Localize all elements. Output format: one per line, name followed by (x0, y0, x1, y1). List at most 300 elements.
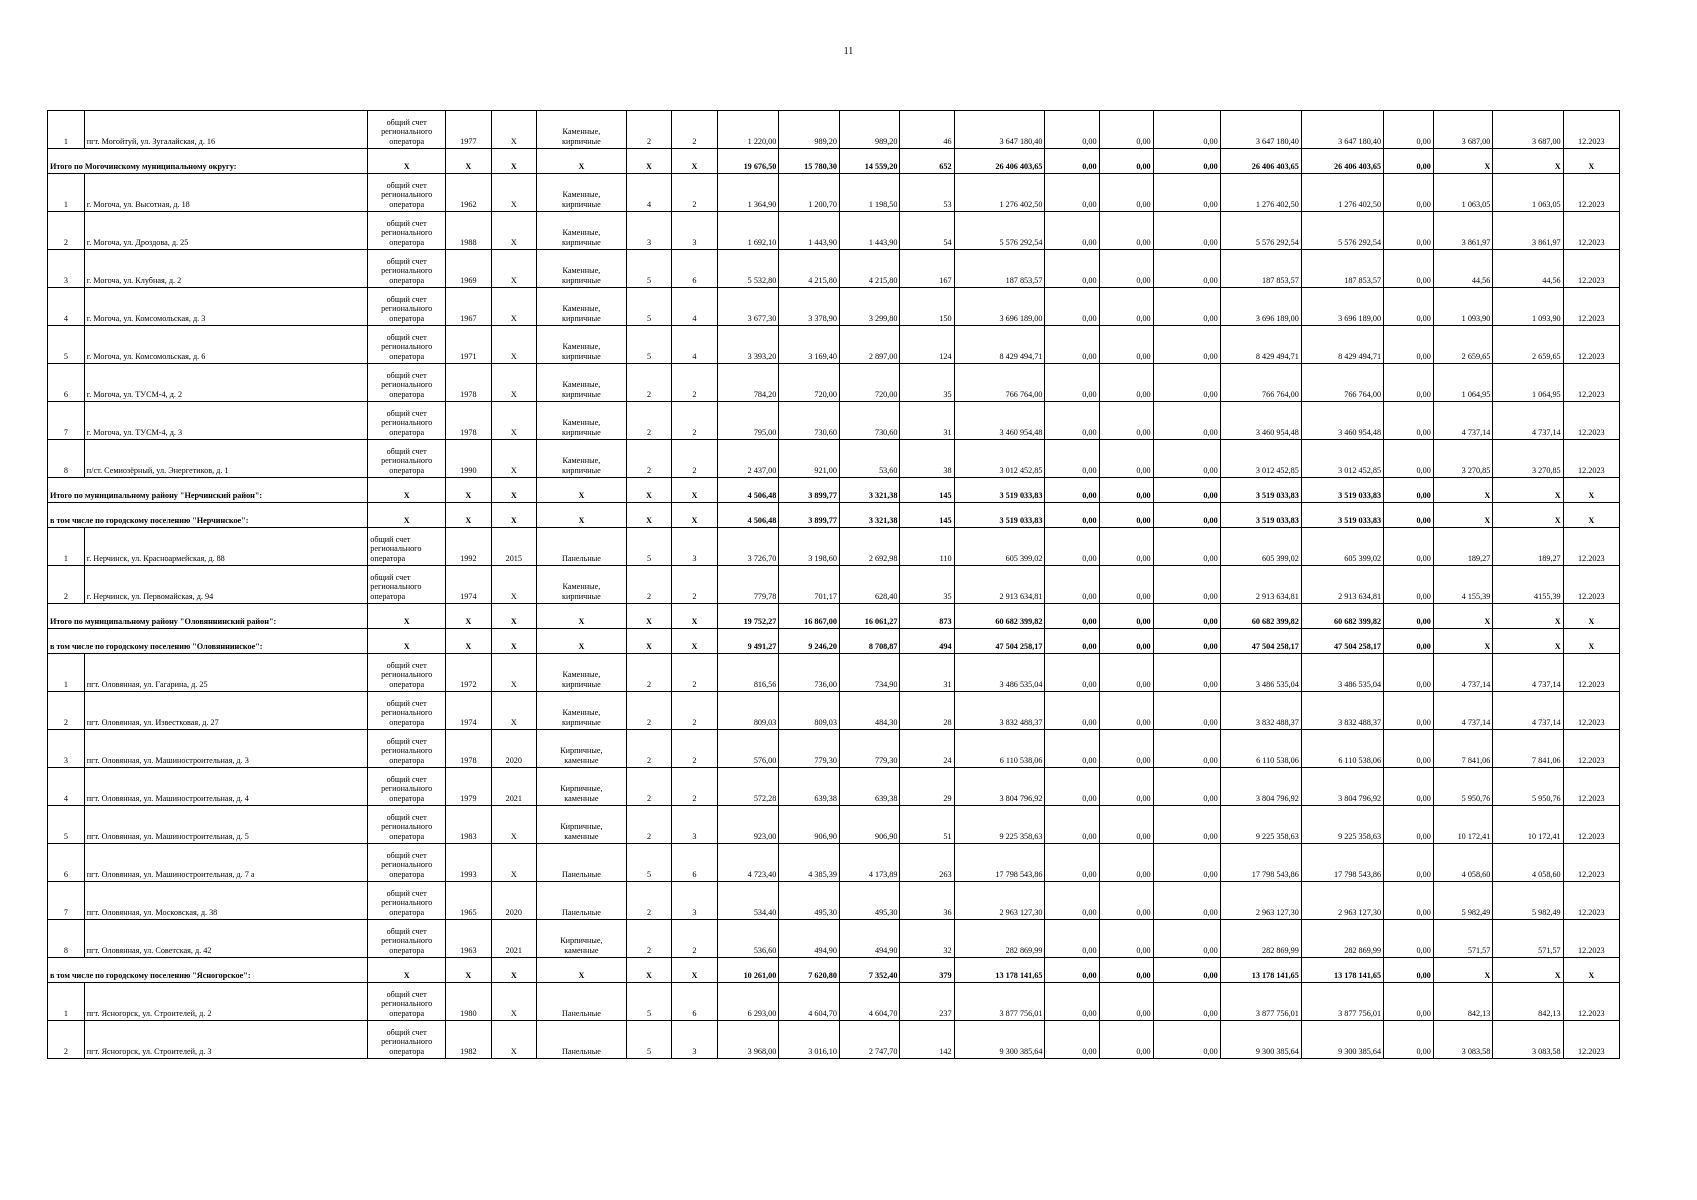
area-total: 4 506,48 (717, 478, 779, 503)
row-number: 1 (48, 111, 85, 149)
year-last-repair: Х (491, 983, 536, 1021)
account-type: Х (368, 149, 446, 174)
area-living: 1 443,90 (779, 212, 840, 250)
fund-owners-total: 17 798 543,86 (1301, 844, 1383, 882)
fund-local: 0,00 (1153, 174, 1220, 212)
residents-count: 379 (900, 958, 954, 983)
entrances-count: 2 (672, 174, 717, 212)
area-total: 816,56 (717, 654, 779, 692)
repair-cost-total: 282 869,99 (954, 920, 1045, 958)
fund-other: 0,00 (1384, 730, 1434, 768)
year-last-repair: 2021 (491, 920, 536, 958)
repair-cost-total: 3 877 756,01 (954, 983, 1045, 1021)
unit-cost: 2 659,65 (1433, 326, 1493, 364)
total-row (48, 149, 1620, 174)
table-row (48, 174, 1620, 212)
account-type: общий счет регионального оператора (368, 920, 446, 958)
completion-date: 12.2023 (1563, 326, 1619, 364)
fund-local: 0,00 (1153, 730, 1220, 768)
fund-federal: 0,00 (1045, 566, 1099, 604)
wall-material: Панельные (537, 844, 627, 882)
year-built: 1978 (446, 402, 491, 440)
area-residential: 3 321,38 (839, 478, 900, 503)
completion-date: 12.2023 (1563, 212, 1619, 250)
fund-other: 0,00 (1384, 882, 1434, 920)
total-row (48, 478, 1620, 503)
area-living: 7 620,80 (779, 958, 840, 983)
year-built: 1982 (446, 1021, 491, 1059)
fund-other: 0,00 (1384, 111, 1434, 149)
fund-owners: 6 110 538,06 (1220, 730, 1301, 768)
table-row (48, 440, 1620, 478)
address: г. Могоча, ул. Клубная, д. 2 (84, 250, 367, 288)
fund-other: 0,00 (1384, 1021, 1434, 1059)
residents-count: 237 (900, 983, 954, 1021)
entrances-count: 6 (672, 250, 717, 288)
address: пгт. Оловянная, ул. Машиностроительная, д. 5 (84, 806, 367, 844)
area-living: 4 604,70 (779, 983, 840, 1021)
entrances-count: 2 (672, 111, 717, 149)
residents-count: 32 (900, 920, 954, 958)
account-type: общий счет регионального оператора (368, 806, 446, 844)
fund-local: 0,00 (1153, 844, 1220, 882)
account-type: общий счет регионального оператора (368, 528, 446, 566)
fund-owners-total: 26 406 403,65 (1301, 149, 1383, 174)
floors-count: 5 (626, 1021, 671, 1059)
area-residential: 639,38 (839, 768, 900, 806)
fund-owners: 9 225 358,63 (1220, 806, 1301, 844)
fund-local: 0,00 (1153, 440, 1220, 478)
fund-federal: 0,00 (1045, 629, 1099, 654)
table-row (48, 692, 1620, 730)
area-residential: 4 604,70 (839, 983, 900, 1021)
account-type: общий счет регионального оператора (368, 844, 446, 882)
floors-count: 5 (626, 844, 671, 882)
unit-cost-limit: 5 950,76 (1493, 768, 1563, 806)
row-number: 2 (48, 692, 85, 730)
area-total: 3 726,70 (717, 528, 779, 566)
area-residential: 4 173,89 (839, 844, 900, 882)
fund-owners-total: 5 576 292,54 (1301, 212, 1383, 250)
page-number: 11 (843, 46, 854, 57)
year-last-repair: Х (491, 288, 536, 326)
residents-count: 31 (900, 654, 954, 692)
unit-cost: 4 155,39 (1433, 566, 1493, 604)
table-row (48, 111, 1620, 149)
year-built: 1983 (446, 806, 491, 844)
unit-cost: 1 064,95 (1433, 364, 1493, 402)
floors-count: 2 (626, 111, 671, 149)
fund-local: 0,00 (1153, 503, 1220, 528)
entrances-count: 3 (672, 1021, 717, 1059)
unit-cost: 4 058,60 (1433, 844, 1493, 882)
area-residential: 1 443,90 (839, 212, 900, 250)
fund-other: 0,00 (1384, 806, 1434, 844)
table-row (48, 806, 1620, 844)
unit-cost-limit: Х (1493, 503, 1563, 528)
unit-cost: Х (1433, 629, 1493, 654)
fund-owners-total: 3 460 954,48 (1301, 402, 1383, 440)
fund-regional: 0,00 (1099, 654, 1153, 692)
fund-owners-total: 9 225 358,63 (1301, 806, 1383, 844)
row-number: 2 (48, 212, 85, 250)
fund-owners: 17 798 543,86 (1220, 844, 1301, 882)
year-built: 1978 (446, 730, 491, 768)
address: пгт. Ясногорск, ул. Строителей, д. 3 (84, 1021, 367, 1059)
wall-material: Каменные, кирпичные (537, 440, 627, 478)
floors-count: 2 (626, 440, 671, 478)
area-living: 1 200,70 (779, 174, 840, 212)
repair-cost-total: 605 399,02 (954, 528, 1045, 566)
address: пгт. Оловянная, ул. Московская, д. 38 (84, 882, 367, 920)
floors-count: 2 (626, 768, 671, 806)
wall-material: Каменные, кирпичные (537, 174, 627, 212)
fund-regional: 0,00 (1099, 692, 1153, 730)
entrances-count: Х (672, 503, 717, 528)
fund-federal: 0,00 (1045, 920, 1099, 958)
completion-date: Х (1563, 604, 1619, 629)
address: г. Нерчинск, ул. Красноармейская, д. 88 (84, 528, 367, 566)
unit-cost-limit: Х (1493, 604, 1563, 629)
fund-owners: 3 460 954,48 (1220, 402, 1301, 440)
wall-material: Кирпичные, каменные (537, 768, 627, 806)
floors-count: 5 (626, 983, 671, 1021)
fund-federal: 0,00 (1045, 983, 1099, 1021)
fund-owners-total: 605 399,02 (1301, 528, 1383, 566)
wall-material: Х (537, 149, 627, 174)
unit-cost-limit: 3 687,00 (1493, 111, 1563, 149)
area-total: 3 677,30 (717, 288, 779, 326)
fund-owners: 3 519 033,83 (1220, 503, 1301, 528)
total-label: в том числе по городскому поселению "Нерчинское": (48, 503, 368, 528)
entrances-count: 2 (672, 654, 717, 692)
row-number: 7 (48, 402, 85, 440)
area-living: 4 385,39 (779, 844, 840, 882)
area-residential: 8 708,87 (839, 629, 900, 654)
area-residential: 53,60 (839, 440, 900, 478)
table-row (48, 528, 1620, 566)
total-label: Итого по муниципальному району "Нерчинский район": (48, 478, 368, 503)
account-type: общий счет регионального оператора (368, 882, 446, 920)
fund-local: 0,00 (1153, 629, 1220, 654)
area-total: 6 293,00 (717, 983, 779, 1021)
fund-federal: 0,00 (1045, 250, 1099, 288)
fund-federal: 0,00 (1045, 288, 1099, 326)
unit-cost-limit: 44,56 (1493, 250, 1563, 288)
unit-cost-limit: 2 659,65 (1493, 326, 1563, 364)
unit-cost: 4 737,14 (1433, 402, 1493, 440)
fund-federal: 0,00 (1045, 503, 1099, 528)
year-last-repair: 2020 (491, 730, 536, 768)
wall-material: Каменные, кирпичные (537, 326, 627, 364)
row-number: 3 (48, 730, 85, 768)
table-row (48, 566, 1620, 604)
year-last-repair: Х (491, 250, 536, 288)
fund-federal: 0,00 (1045, 364, 1099, 402)
year-last-repair: Х (491, 806, 536, 844)
wall-material: Панельные (537, 1021, 627, 1059)
floors-count: Х (626, 149, 671, 174)
completion-date: 12.2023 (1563, 920, 1619, 958)
fund-federal: 0,00 (1045, 730, 1099, 768)
fund-local: 0,00 (1153, 882, 1220, 920)
account-type: общий счет регионального оператора (368, 288, 446, 326)
fund-local: 0,00 (1153, 326, 1220, 364)
fund-owners: 2 913 634,81 (1220, 566, 1301, 604)
year-built: 1979 (446, 768, 491, 806)
floors-count: 2 (626, 566, 671, 604)
table-row (48, 212, 1620, 250)
completion-date: 12.2023 (1563, 730, 1619, 768)
row-number: 2 (48, 566, 85, 604)
fund-federal: 0,00 (1045, 692, 1099, 730)
fund-owners-total: 3 519 033,83 (1301, 478, 1383, 503)
area-residential: 14 559,20 (839, 149, 900, 174)
year-built: 1977 (446, 111, 491, 149)
floors-count: 5 (626, 528, 671, 566)
fund-owners: 5 576 292,54 (1220, 212, 1301, 250)
repair-cost-total: 2 963 127,30 (954, 882, 1045, 920)
floors-count: 5 (626, 288, 671, 326)
fund-regional: 0,00 (1099, 730, 1153, 768)
unit-cost: 842,13 (1433, 983, 1493, 1021)
repair-cost-total: 3 696 189,00 (954, 288, 1045, 326)
row-number: 1 (48, 174, 85, 212)
fund-owners-total: 766 764,00 (1301, 364, 1383, 402)
fund-federal: 0,00 (1045, 174, 1099, 212)
fund-federal: 0,00 (1045, 806, 1099, 844)
address: г. Могоча, ул. ТУСМ-4, д. 2 (84, 364, 367, 402)
fund-local: 0,00 (1153, 768, 1220, 806)
year-last-repair: Х (491, 1021, 536, 1059)
repair-cost-total: 17 798 543,86 (954, 844, 1045, 882)
fund-regional: 0,00 (1099, 844, 1153, 882)
fund-owners: 13 178 141,65 (1220, 958, 1301, 983)
area-living: 494,90 (779, 920, 840, 958)
table-row (48, 402, 1620, 440)
completion-date: 12.2023 (1563, 250, 1619, 288)
entrances-count: Х (672, 958, 717, 983)
table-row (48, 364, 1620, 402)
fund-federal: 0,00 (1045, 844, 1099, 882)
unit-cost-limit: 3 861,97 (1493, 212, 1563, 250)
account-type: общий счет регионального оператора (368, 250, 446, 288)
fund-owners-total: 9 300 385,64 (1301, 1021, 1383, 1059)
area-residential: 494,90 (839, 920, 900, 958)
floors-count: 2 (626, 692, 671, 730)
fund-regional: 0,00 (1099, 768, 1153, 806)
account-type: Х (368, 958, 446, 983)
wall-material: Каменные, кирпичные (537, 654, 627, 692)
repair-cost-total: 3 832 488,37 (954, 692, 1045, 730)
entrances-count: 6 (672, 844, 717, 882)
table-row (48, 1021, 1620, 1059)
fund-regional: 0,00 (1099, 1021, 1153, 1059)
year-built: Х (446, 629, 491, 654)
area-living: 3 016,10 (779, 1021, 840, 1059)
fund-local: 0,00 (1153, 364, 1220, 402)
area-living: 906,90 (779, 806, 840, 844)
total-label: в том числе по городскому поселению "Оловяннинское": (48, 629, 368, 654)
repair-cost-total: 766 764,00 (954, 364, 1045, 402)
fund-other: 0,00 (1384, 958, 1434, 983)
fund-owners: 3 519 033,83 (1220, 478, 1301, 503)
row-number: 2 (48, 1021, 85, 1059)
wall-material: Каменные, кирпичные (537, 288, 627, 326)
area-living: 720,00 (779, 364, 840, 402)
row-number: 1 (48, 983, 85, 1021)
area-living: 3 899,77 (779, 503, 840, 528)
fund-local: 0,00 (1153, 212, 1220, 250)
fund-regional: 0,00 (1099, 111, 1153, 149)
entrances-count: 6 (672, 983, 717, 1021)
wall-material: Каменные, кирпичные (537, 402, 627, 440)
unit-cost: 44,56 (1433, 250, 1493, 288)
fund-local: 0,00 (1153, 402, 1220, 440)
row-number: 5 (48, 806, 85, 844)
repair-cost-total: 3 519 033,83 (954, 478, 1045, 503)
residents-count: 35 (900, 364, 954, 402)
fund-federal: 0,00 (1045, 111, 1099, 149)
residents-count: 36 (900, 882, 954, 920)
entrances-count: Х (672, 149, 717, 174)
year-built: 1980 (446, 983, 491, 1021)
year-last-repair: 2015 (491, 528, 536, 566)
fund-owners-total: 3 519 033,83 (1301, 503, 1383, 528)
fund-owners: 3 832 488,37 (1220, 692, 1301, 730)
floors-count: 2 (626, 730, 671, 768)
entrances-count: 2 (672, 920, 717, 958)
fund-owners: 3 696 189,00 (1220, 288, 1301, 326)
address: пгт. Оловянная, ул. Гагарина, д. 25 (84, 654, 367, 692)
year-built: Х (446, 958, 491, 983)
fund-local: 0,00 (1153, 1021, 1220, 1059)
floors-count: Х (626, 503, 671, 528)
unit-cost-limit: 571,57 (1493, 920, 1563, 958)
table-row (48, 326, 1620, 364)
fund-local: 0,00 (1153, 149, 1220, 174)
unit-cost: 7 841,06 (1433, 730, 1493, 768)
unit-cost: 571,57 (1433, 920, 1493, 958)
year-last-repair: Х (491, 149, 536, 174)
floors-count: Х (626, 478, 671, 503)
fund-other: 0,00 (1384, 983, 1434, 1021)
area-living: 9 246,20 (779, 629, 840, 654)
account-type: общий счет регионального оператора (368, 1021, 446, 1059)
fund-other: 0,00 (1384, 654, 1434, 692)
area-living: 3 899,77 (779, 478, 840, 503)
fund-regional: 0,00 (1099, 806, 1153, 844)
fund-owners-total: 60 682 399,82 (1301, 604, 1383, 629)
unit-cost: 5 982,49 (1433, 882, 1493, 920)
entrances-count: Х (672, 604, 717, 629)
entrances-count: 2 (672, 692, 717, 730)
housing-register-table (47, 110, 1620, 1059)
repair-cost-total: 8 429 494,71 (954, 326, 1045, 364)
fund-other: 0,00 (1384, 604, 1434, 629)
unit-cost: 3 861,97 (1433, 212, 1493, 250)
wall-material: Каменные, кирпичные (537, 212, 627, 250)
unit-cost-limit: 7 841,06 (1493, 730, 1563, 768)
area-residential: 720,00 (839, 364, 900, 402)
area-residential: 16 061,27 (839, 604, 900, 629)
account-type: общий счет регионального оператора (368, 566, 446, 604)
area-residential: 779,30 (839, 730, 900, 768)
table-row (48, 882, 1620, 920)
residents-count: 142 (900, 1021, 954, 1059)
fund-federal: 0,00 (1045, 1021, 1099, 1059)
fund-owners: 766 764,00 (1220, 364, 1301, 402)
unit-cost-limit: 5 982,49 (1493, 882, 1563, 920)
floors-count: Х (626, 629, 671, 654)
repair-cost-total: 3 804 796,92 (954, 768, 1045, 806)
table-row (48, 844, 1620, 882)
entrances-count: Х (672, 629, 717, 654)
unit-cost: Х (1433, 503, 1493, 528)
area-total: 4 506,48 (717, 503, 779, 528)
address: пгт. Оловянная, ул. Машиностроительная, д. 7 а (84, 844, 367, 882)
fund-other: 0,00 (1384, 364, 1434, 402)
year-built: 1967 (446, 288, 491, 326)
residents-count: 29 (900, 768, 954, 806)
area-residential: 628,40 (839, 566, 900, 604)
fund-federal: 0,00 (1045, 604, 1099, 629)
fund-regional: 0,00 (1099, 149, 1153, 174)
year-built: 1978 (446, 364, 491, 402)
row-number: 3 (48, 250, 85, 288)
area-total: 784,20 (717, 364, 779, 402)
unit-cost: 5 950,76 (1433, 768, 1493, 806)
fund-owners-total: 3 647 180,40 (1301, 111, 1383, 149)
fund-owners: 9 300 385,64 (1220, 1021, 1301, 1059)
address: пгт. Ясногорск, ул. Строителей, д. 2 (84, 983, 367, 1021)
address: пгт. Оловянная, ул. Известковая, д. 27 (84, 692, 367, 730)
completion-date: 12.2023 (1563, 806, 1619, 844)
completion-date: 12.2023 (1563, 692, 1619, 730)
fund-federal: 0,00 (1045, 528, 1099, 566)
year-last-repair: Х (491, 111, 536, 149)
year-last-repair: Х (491, 629, 536, 654)
fund-federal: 0,00 (1045, 440, 1099, 478)
table-row (48, 768, 1620, 806)
floors-count: 2 (626, 806, 671, 844)
area-total: 576,00 (717, 730, 779, 768)
fund-regional: 0,00 (1099, 920, 1153, 958)
address: пгт. Могойтуй, ул. Зугалайская, д. 16 (84, 111, 367, 149)
total-row (48, 604, 1620, 629)
residents-count: 24 (900, 730, 954, 768)
fund-other: 0,00 (1384, 920, 1434, 958)
year-built: 1988 (446, 212, 491, 250)
account-type: Х (368, 478, 446, 503)
completion-date: 12.2023 (1563, 402, 1619, 440)
wall-material: Каменные, кирпичные (537, 692, 627, 730)
completion-date: 12.2023 (1563, 364, 1619, 402)
year-built: 1992 (446, 528, 491, 566)
fund-owners-total: 3 012 452,85 (1301, 440, 1383, 478)
address: пгт. Оловянная, ул. Машиностроительная, д. 3 (84, 730, 367, 768)
fund-owners: 187 853,57 (1220, 250, 1301, 288)
residents-count: 150 (900, 288, 954, 326)
area-living: 701,17 (779, 566, 840, 604)
repair-cost-total: 13 178 141,65 (954, 958, 1045, 983)
wall-material: Кирпичные, каменные (537, 730, 627, 768)
unit-cost-limit: 4 737,14 (1493, 654, 1563, 692)
floors-count: 5 (626, 326, 671, 364)
year-last-repair: Х (491, 212, 536, 250)
fund-other: 0,00 (1384, 528, 1434, 566)
fund-owners: 3 486 535,04 (1220, 654, 1301, 692)
